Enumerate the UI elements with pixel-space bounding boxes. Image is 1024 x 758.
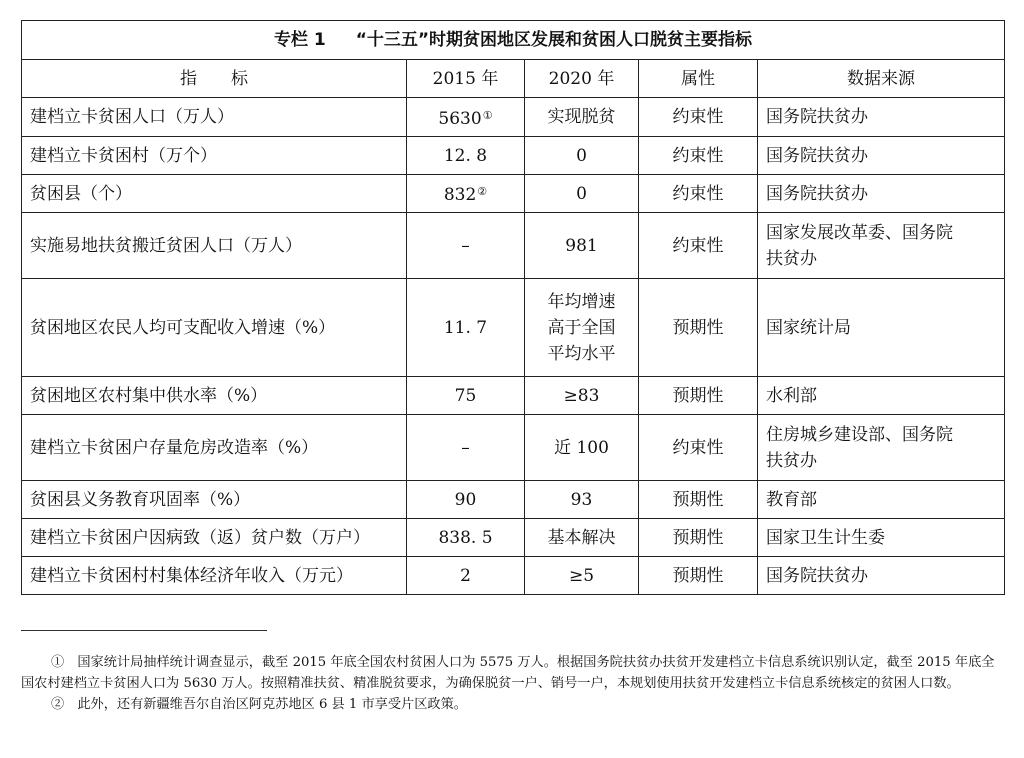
attribute-text: 约束性 bbox=[672, 183, 724, 204]
attribute-cell bbox=[639, 377, 758, 415]
value-2020: 近 100 bbox=[554, 437, 609, 458]
attribute-cell bbox=[639, 98, 758, 137]
source-text: 水利部 bbox=[766, 385, 817, 406]
value-2020-cell bbox=[525, 415, 639, 481]
source-cell bbox=[758, 175, 1005, 213]
indicator-text: 建档立卡贫困村（万个） bbox=[30, 145, 217, 166]
table-row bbox=[22, 137, 1005, 175]
value-2015-cell bbox=[407, 137, 525, 175]
attribute-text: 约束性 bbox=[672, 235, 724, 256]
table-row bbox=[22, 175, 1005, 213]
source-text: 教育部 bbox=[766, 489, 817, 510]
indicator-cell bbox=[22, 175, 407, 213]
attribute-cell bbox=[639, 175, 758, 213]
value-2020: 高于全国 bbox=[547, 317, 616, 338]
indicator-text: 建档立卡贫困村村集体经济年收入（万元） bbox=[30, 565, 353, 586]
value-2020-cell bbox=[525, 519, 639, 557]
source-cell bbox=[758, 519, 1005, 557]
table-title bbox=[22, 21, 1005, 60]
value-2015: – bbox=[461, 437, 470, 458]
header-attribute: 属性 bbox=[639, 60, 758, 98]
header-2015: 2015 年 bbox=[407, 60, 525, 98]
indicator-cell bbox=[22, 481, 407, 519]
source-cell bbox=[758, 415, 1005, 481]
value-2015-cell bbox=[407, 98, 525, 137]
attribute-cell bbox=[639, 415, 758, 481]
table-row bbox=[22, 98, 1005, 137]
footnote-2: ② 此外，还有新疆维吾尔自治区阿克苏地区 6 县 1 市享受片区政策。 bbox=[51, 697, 467, 712]
value-2020: 实现脱贫 bbox=[547, 107, 616, 127]
value-2020: 981 bbox=[565, 235, 598, 256]
value-2020-cell bbox=[525, 137, 639, 175]
value-2015-cell bbox=[407, 519, 525, 557]
indicator-cell bbox=[22, 98, 407, 137]
source-text: 扶贫办 bbox=[766, 248, 817, 269]
value-2015: 832 bbox=[443, 185, 477, 205]
header-indicator: 指 标 bbox=[22, 60, 407, 98]
indicator-cell bbox=[22, 557, 407, 595]
value-2020-cell bbox=[525, 175, 639, 213]
indicator-text: 贫困县义务教育巩固率（%） bbox=[30, 489, 251, 510]
table-row bbox=[22, 519, 1005, 557]
source-cell bbox=[758, 481, 1005, 519]
source-cell bbox=[758, 557, 1005, 595]
footnote-marker: ② bbox=[477, 185, 488, 198]
table-title-text: “十三五”时期贫困地区发展和贫困人口脱贫主要指标 bbox=[355, 30, 753, 50]
table-row bbox=[22, 279, 1005, 377]
table-row bbox=[22, 415, 1005, 481]
footnote-1: ① 国家统计局抽样统计调查显示，截至 2015 年底全国农村贫困人口为 5575 万人。根据国务院扶贫办扶贫开发建档立卡信息系统识别认定，截至 2015 年底全国农村建档立卡贫困人口为 5630 万人。按照精准扶贫、精准脱贫要求，为确保脱贫一户、销号一户，本规划使用扶贫开发建档立卡信息系统核定的贫困人口数。 bbox=[21, 655, 995, 691]
value-2020: ≥5 bbox=[568, 565, 595, 586]
value-2020: 基本解决 bbox=[547, 527, 616, 548]
attribute-cell bbox=[639, 557, 758, 595]
value-2015-cell bbox=[407, 377, 525, 415]
value-2020: ≥83 bbox=[563, 385, 600, 406]
value-2015: 838. 5 bbox=[438, 527, 493, 548]
indicator-text: 贫困地区农民人均可支配收入增速（%） bbox=[30, 317, 336, 338]
footnote-divider bbox=[21, 630, 267, 631]
footnote-marker: ① bbox=[482, 108, 493, 122]
source-cell bbox=[758, 377, 1005, 415]
value-2015-cell bbox=[407, 213, 525, 279]
source-text: 住房城乡建设部、国务院 bbox=[766, 424, 953, 445]
indicator-text: 建档立卡贫困户因病致（返）贫户数（万户） bbox=[30, 527, 370, 548]
value-2020: 年均增速 bbox=[547, 291, 616, 312]
indicator-cell bbox=[22, 519, 407, 557]
source-text: 扶贫办 bbox=[766, 450, 817, 471]
value-2020: 93 bbox=[570, 489, 593, 510]
indicator-cell bbox=[22, 415, 407, 481]
attribute-text: 预期性 bbox=[672, 527, 724, 548]
source-text: 国务院扶贫办 bbox=[766, 107, 868, 127]
value-2015-cell bbox=[407, 175, 525, 213]
value-2015: 5630 bbox=[438, 108, 482, 129]
attribute-text: 预期性 bbox=[672, 317, 724, 338]
table-body bbox=[22, 98, 1005, 595]
attribute-cell bbox=[639, 137, 758, 175]
value-2020-cell bbox=[525, 279, 639, 377]
source-cell bbox=[758, 213, 1005, 279]
indicator-cell bbox=[22, 137, 407, 175]
footnotes bbox=[21, 652, 1004, 715]
value-2020: 0 bbox=[576, 183, 587, 204]
value-2015-cell bbox=[407, 481, 525, 519]
indicator-table bbox=[21, 20, 1005, 595]
table-row bbox=[22, 377, 1005, 415]
attribute-cell bbox=[639, 481, 758, 519]
table-header-row bbox=[22, 60, 1005, 98]
value-2020: 平均水平 bbox=[547, 343, 616, 364]
source-text: 国务院扶贫办 bbox=[766, 565, 868, 586]
attribute-text: 约束性 bbox=[672, 437, 724, 458]
attribute-text: 预期性 bbox=[672, 385, 724, 406]
value-2020-cell bbox=[525, 557, 639, 595]
value-2015-cell bbox=[407, 279, 525, 377]
table-row bbox=[22, 557, 1005, 595]
value-2015-cell bbox=[407, 415, 525, 481]
value-2015: 2 bbox=[460, 565, 471, 586]
source-cell bbox=[758, 137, 1005, 175]
indicator-cell bbox=[22, 377, 407, 415]
source-text: 国家统计局 bbox=[766, 317, 851, 338]
value-2015: 90 bbox=[454, 489, 477, 510]
source-text: 国家发展改革委、国务院 bbox=[766, 222, 953, 243]
indicator-cell bbox=[22, 213, 407, 279]
value-2015: 75 bbox=[454, 385, 477, 406]
table-title-label: 专栏 1 bbox=[273, 30, 326, 50]
value-2015: 11. 7 bbox=[443, 317, 488, 338]
value-2020-cell bbox=[525, 481, 639, 519]
source-text: 国务院扶贫办 bbox=[766, 183, 868, 204]
value-2020-cell bbox=[525, 377, 639, 415]
attribute-text: 预期性 bbox=[672, 565, 724, 586]
indicator-cell bbox=[22, 279, 407, 377]
source-text: 国家卫生计生委 bbox=[766, 527, 885, 548]
indicator-text: 实施易地扶贫搬迁贫困人口（万人） bbox=[30, 235, 302, 256]
attribute-cell bbox=[639, 519, 758, 557]
indicator-text: 贫困县（个） bbox=[30, 183, 132, 204]
table-row bbox=[22, 481, 1005, 519]
source-cell bbox=[758, 279, 1005, 377]
value-2015-cell bbox=[407, 557, 525, 595]
value-2015: – bbox=[461, 235, 470, 256]
table-row bbox=[22, 213, 1005, 279]
attribute-cell bbox=[639, 213, 758, 279]
attribute-text: 约束性 bbox=[672, 145, 724, 166]
value-2015: 12. 8 bbox=[443, 145, 488, 166]
source-cell bbox=[758, 98, 1005, 137]
attribute-text: 预期性 bbox=[672, 489, 724, 510]
indicator-text: 贫困地区农村集中供水率（%） bbox=[30, 385, 268, 406]
attribute-cell bbox=[639, 279, 758, 377]
value-2020: 0 bbox=[576, 145, 587, 166]
header-2020: 2020 年 bbox=[525, 60, 639, 98]
attribute-text: 约束性 bbox=[672, 107, 724, 127]
source-text: 国务院扶贫办 bbox=[766, 145, 868, 166]
value-2020-cell bbox=[525, 213, 639, 279]
header-data-source: 数据来源 bbox=[758, 60, 1005, 98]
indicator-text: 建档立卡贫困户存量危房改造率（%） bbox=[30, 437, 319, 458]
indicator-text: 建档立卡贫困人口（万人） bbox=[30, 107, 234, 127]
value-2020-cell bbox=[525, 98, 639, 137]
